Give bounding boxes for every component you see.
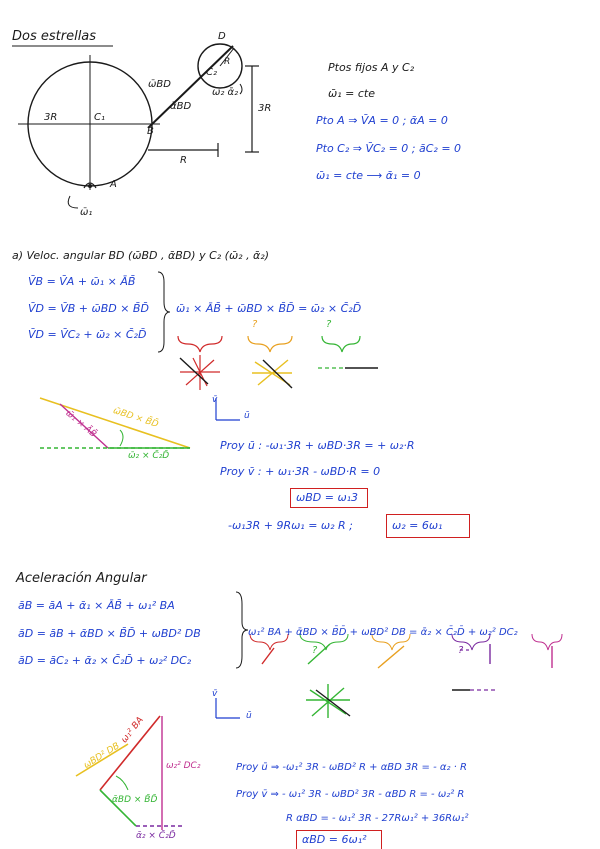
poly-label-w1ba: ω₁² BA <box>119 715 146 746</box>
acc-unknown-2: ? <box>458 645 464 656</box>
part-a-heading: a) Veloc. angular BD (ω̄BD , ᾱBD) y C₂ (ω̄₂ , ᾱ₂) <box>12 249 270 262</box>
unknown-mark-1: ? <box>252 319 258 330</box>
acc-eq-2: āD = āB + ᾱBD × B̄D̄ + ωBD² DB <box>18 627 201 640</box>
result-abd: αBD = 6ω₁² <box>302 833 367 846</box>
vel-proj-u: Proy ū : -ω₁·3R + ωBD·3R = + ω₂·R <box>220 439 415 452</box>
page-title: Dos estrellas <box>12 29 97 44</box>
label-c1: C₁ <box>94 112 105 123</box>
tri-label-w2c2d: ω̄₂ × C̄₂D̄ <box>128 451 170 461</box>
vel-eq-3: V̄D = V̄C₂ + ω̄₂ × C̄₂D̄ <box>28 328 147 341</box>
label-d: D <box>218 31 226 42</box>
given-line-3: Pto A ⇒ V̄A = 0 ; ᾱA = 0 <box>316 114 448 127</box>
vel-eq-1: V̄B = V̄A + ω̄₁ × ĀB̄ <box>28 275 136 288</box>
given-line-2: ω̄₁ = cte <box>328 87 375 100</box>
label-r-small: R <box>224 57 231 67</box>
label-3r-left: 3R <box>44 112 58 123</box>
tri-label-wbd: ω̄BD × B̄D̄ <box>111 406 160 431</box>
acc-combined: ω₁² BA + ᾱBD × B̄D̄ + ωBD² DB = ᾱ₂ × C̄₂D̄ + ω₂² DC₂ <box>248 627 518 638</box>
axis-u-label: ū <box>244 411 250 421</box>
acc-eq-1: āB = āA + ᾱ₁ × ĀB̄ + ω₁² BA <box>18 599 175 612</box>
given-line-5: ω̄₁ = cte ⟶ ᾱ₁ = 0 <box>316 169 421 182</box>
label-w2a2: ω̄₂ ᾱ₂ <box>212 87 239 98</box>
acc-proj-v: Proy v̄ ⇒ - ω₁² 3R - ωBD² 3R - αBD R = - ω₂² R <box>236 789 465 800</box>
result-wbd: ωBD = ω₁3 <box>296 491 359 504</box>
tri-label-w1ab: ω̄₁ × ĀB̄ <box>63 408 98 440</box>
acc-axis-v: v̄ <box>212 689 218 699</box>
label-r-bottom: R <box>180 155 187 166</box>
vel-eq-2: V̄D = V̄B + ω̄BD × B̄D̄ <box>28 302 149 315</box>
label-wbd: ω̄BD <box>148 79 171 90</box>
poly-label-abd: ᾱBD × B̄D̄ <box>112 795 158 805</box>
acc-axis-u: ū <box>246 711 252 721</box>
label-w1: ω̄₁ <box>80 207 93 218</box>
poly-label-wbd: ωBD² DB <box>82 741 122 771</box>
label-3r-right: 3R <box>258 103 272 114</box>
label-b: B <box>147 126 154 137</box>
acc-proj-u: Proy ū ⇒ -ω₁² 3R - ωBD² R + αBD 3R = - α₂ · R <box>236 762 467 773</box>
acc-eq-3: āD = āC₂ + ᾱ₂ × C̄₂D̄ + ω₂² DC₂ <box>18 654 192 667</box>
result-w2: ω₂ = 6ω₁ <box>392 519 443 532</box>
acc-line-r: R αBD = - ω₁² 3R - 27Rω₁² + 36Rω₁² <box>286 813 469 824</box>
given-line-1: Ptos fijos A y C₂ <box>328 61 415 74</box>
vel-proj-v: Proy v̄ : + ω₁·3R - ωBD·R = 0 <box>220 465 381 478</box>
vel-line-w2: -ω₁3R + 9Rω₁ = ω₂ R ; <box>228 519 353 532</box>
part-b-heading: Aceleración Angular <box>16 571 147 586</box>
given-line-4: Pto C₂ ⇒ V̄C₂ = 0 ; āC₂ = 0 <box>316 142 462 155</box>
unknown-mark-2: ? <box>326 319 332 330</box>
axis-v-label: v̄ <box>212 395 218 405</box>
poly-label-a2: ᾱ₂ × C̄₂D̄ <box>136 831 176 841</box>
label-a: A <box>110 179 117 190</box>
label-abd: ᾱBD <box>170 101 192 112</box>
label-c2: C₂ <box>206 67 217 78</box>
poly-label-w2dc: ω₂² DC₂ <box>166 761 201 771</box>
vel-combined: ω̄₁ × ĀB̄ + ω̄BD × B̄D̄ = ω̄₂ × C̄₂D̄ <box>176 302 362 315</box>
acc-unknown-1: ? <box>312 645 318 656</box>
